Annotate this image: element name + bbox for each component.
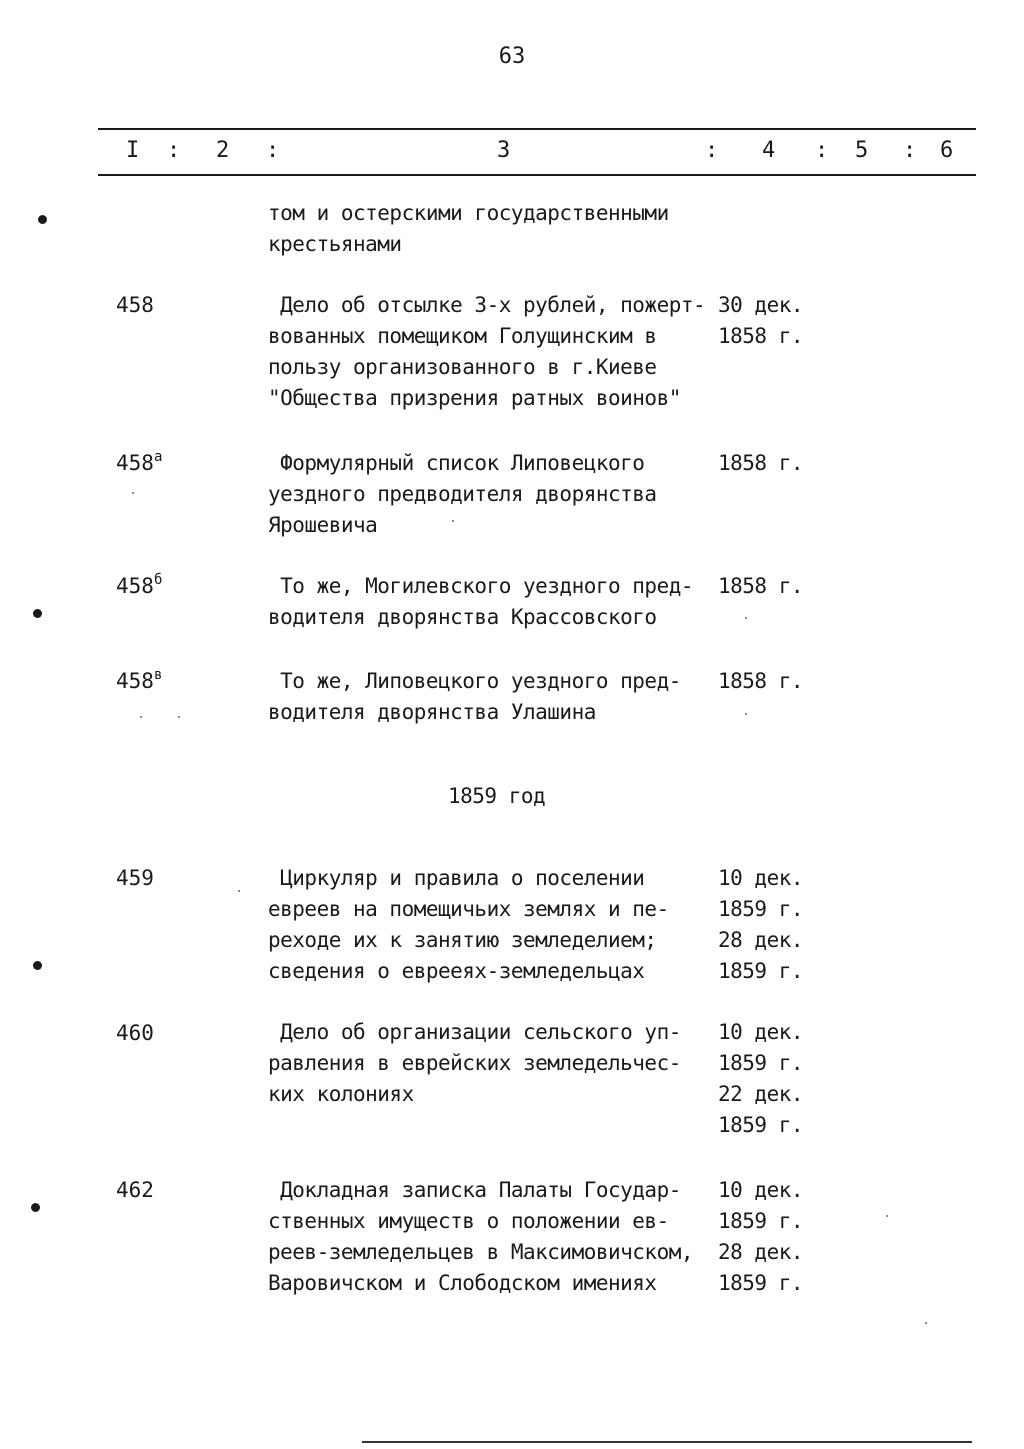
header-separator: : bbox=[266, 138, 280, 163]
scan-speck bbox=[925, 1322, 927, 1324]
header-col-4: 4 bbox=[762, 138, 776, 163]
entry-date: 28 дек. bbox=[718, 1240, 804, 1264]
entry-date: 1859 г. bbox=[718, 959, 804, 983]
entry-number bbox=[116, 669, 162, 693]
entry-description-line: То же, Липовецкого уездного пред- bbox=[268, 669, 681, 693]
entry-number-value: 459 bbox=[116, 866, 154, 890]
scan-speck bbox=[886, 1215, 888, 1217]
continuation-line: том и остерскими государственными bbox=[268, 201, 669, 225]
entry-description-line: Дело об отсылке 3-х рублей, пожерт- bbox=[268, 293, 706, 317]
entry-description-line: водителя дворянства Крассовского bbox=[268, 605, 657, 629]
entry-date: 1858 г. bbox=[718, 324, 804, 348]
scan-speck bbox=[132, 492, 134, 494]
entry-description-line: Формулярный список Липовецкого bbox=[268, 451, 645, 475]
entry-date: 10 дек. bbox=[718, 866, 804, 890]
header-bottom-rule bbox=[98, 174, 976, 176]
entry-description-line: То же, Могилевского уездного пред- bbox=[268, 574, 694, 598]
entry-number-value: 458 bbox=[116, 669, 154, 693]
bottom-edge-rule bbox=[362, 1441, 972, 1443]
year-heading: 1859 год bbox=[448, 784, 546, 808]
entry-date: 1859 г. bbox=[718, 1113, 804, 1137]
entry-description-line: равления в еврейских земледельчес- bbox=[268, 1051, 681, 1075]
scan-speck bbox=[745, 713, 747, 715]
entry-number-value: 460 bbox=[116, 1021, 154, 1045]
entry-description-line: реходе их к занятию земледелием; bbox=[268, 928, 657, 952]
entry-number bbox=[116, 866, 154, 890]
entry-number bbox=[116, 293, 154, 317]
entry-description-line: реев-земледельцев в Максимовичском, bbox=[268, 1240, 694, 1264]
entry-description-line: "Общества призрения ратных воинов" bbox=[268, 386, 681, 410]
entry-number bbox=[116, 451, 162, 475]
header-separator: : bbox=[167, 138, 181, 163]
entry-description-line: уездного предводителя дворянства bbox=[268, 482, 657, 506]
entry-date: 1859 г. bbox=[718, 1051, 804, 1075]
binding-hole-mark bbox=[31, 1203, 40, 1212]
scan-speck bbox=[452, 520, 454, 522]
entry-number bbox=[116, 1021, 154, 1045]
entry-date: 10 дек. bbox=[718, 1178, 804, 1202]
entry-number-superscript: в bbox=[153, 667, 163, 683]
entry-date: 1858 г. bbox=[718, 669, 804, 693]
header-col-1: I bbox=[126, 138, 140, 163]
page-number: 63 bbox=[498, 44, 526, 69]
header-col-6: 6 bbox=[940, 138, 954, 163]
entry-description-line: Дело об организации сельского уп- bbox=[268, 1020, 681, 1044]
entry-description-line: Ярошевича bbox=[268, 513, 378, 537]
header-col-2: 2 bbox=[216, 138, 230, 163]
header-col-5: 5 bbox=[855, 138, 869, 163]
entry-description-line: Варовичском и Слободском имениях bbox=[268, 1271, 657, 1295]
scan-speck bbox=[238, 890, 240, 892]
entry-number-value: 458 bbox=[116, 293, 154, 317]
header-top-rule bbox=[98, 128, 976, 130]
header-separator: : bbox=[705, 138, 719, 163]
scan-speck bbox=[745, 617, 747, 619]
binding-hole-mark bbox=[33, 961, 42, 970]
entry-date: 30 дек. bbox=[718, 293, 804, 317]
entry-date: 1859 г. bbox=[718, 1209, 804, 1233]
entry-number-value: 462 bbox=[116, 1178, 154, 1202]
entry-description-line: вованных помещиком Голущинским в bbox=[268, 324, 657, 348]
entry-description-line: евреев на помещичьих землях и пе- bbox=[268, 897, 669, 921]
entry-date: 1858 г. bbox=[718, 574, 804, 598]
entry-date: 22 дек. bbox=[718, 1082, 804, 1106]
entry-description-line: Циркуляр и правила о поселении bbox=[268, 866, 645, 890]
header-separator: : bbox=[903, 138, 917, 163]
entry-number-value: 458 bbox=[116, 574, 154, 598]
scan-speck bbox=[140, 716, 142, 718]
entry-description-line: сведения о еврееях-земледельцах bbox=[268, 959, 645, 983]
entry-number bbox=[116, 574, 162, 598]
entry-description-line: водителя дворянства Улашина bbox=[268, 700, 596, 724]
entry-number-value: 458 bbox=[116, 451, 154, 475]
entry-date: 10 дек. bbox=[718, 1020, 804, 1044]
entry-date: 1858 г. bbox=[718, 451, 804, 475]
scan-speck bbox=[178, 716, 180, 718]
header-col-3: 3 bbox=[497, 138, 511, 163]
entry-number-superscript: а bbox=[153, 449, 163, 465]
binding-hole-mark bbox=[33, 609, 42, 618]
continuation-line: крестьянами bbox=[268, 232, 402, 256]
entry-number-superscript: б bbox=[153, 572, 163, 588]
entry-date: 1859 г. bbox=[718, 897, 804, 921]
entry-description-line: ственных имуществ о положении ев- bbox=[268, 1209, 669, 1233]
entry-date: 1859 г. bbox=[718, 1271, 804, 1295]
header-separator: : bbox=[815, 138, 829, 163]
entry-number bbox=[116, 1178, 154, 1202]
entry-description-line: ких колониях bbox=[268, 1082, 414, 1106]
entry-date: 28 дек. bbox=[718, 928, 804, 952]
entry-description-line: пользу организованного в г.Киеве bbox=[268, 355, 657, 379]
binding-hole-mark bbox=[38, 215, 47, 224]
entry-description-line: Докладная записка Палаты Государ- bbox=[268, 1178, 681, 1202]
